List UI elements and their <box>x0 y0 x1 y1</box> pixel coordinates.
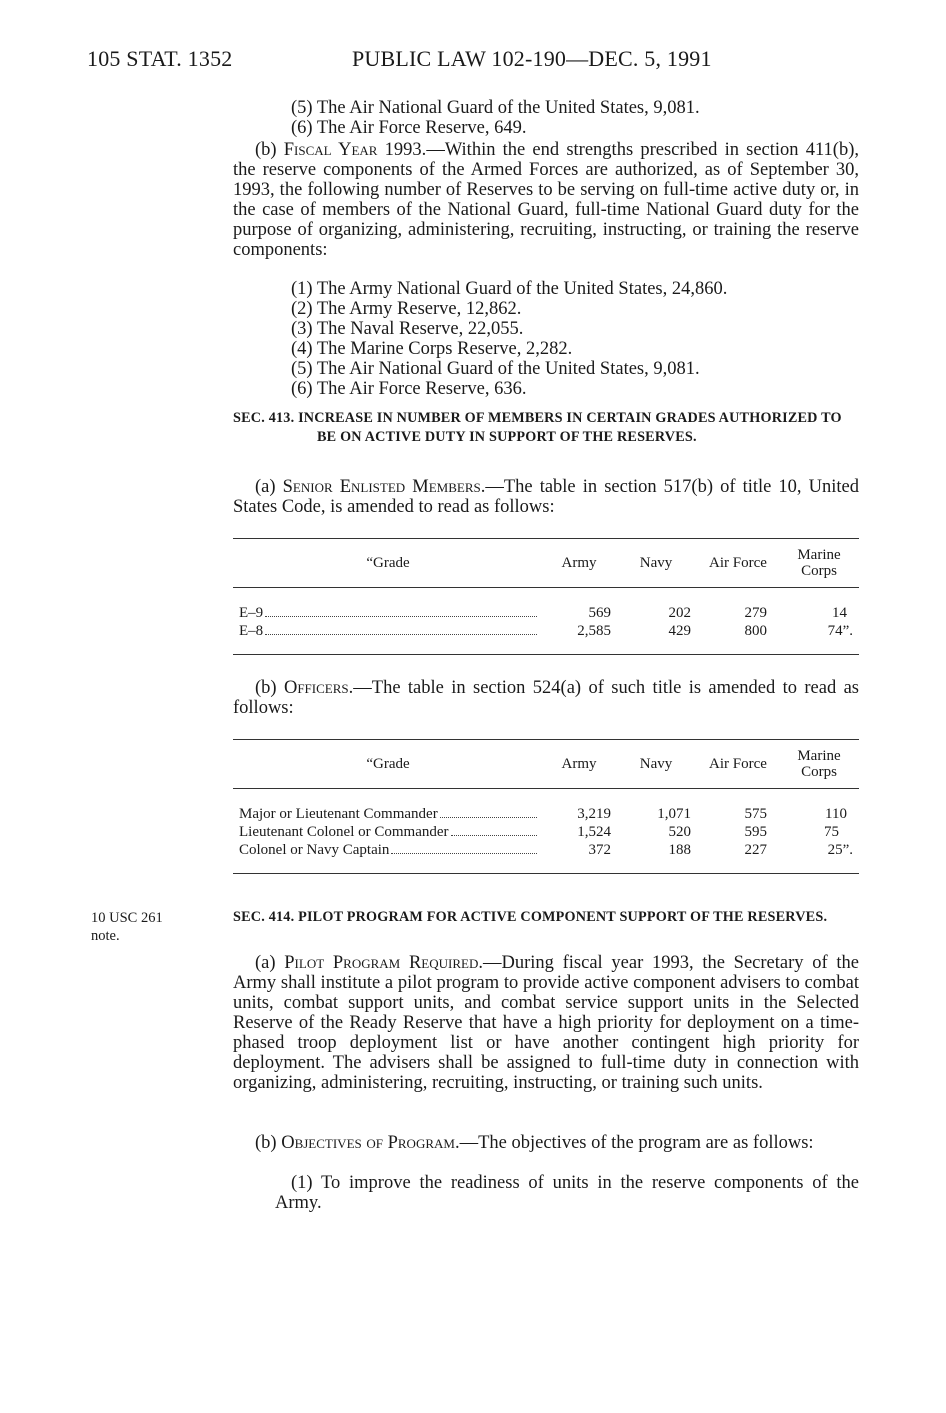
air-force-cell: 595 <box>744 824 767 840</box>
column-header-marine-corps: Marine Corps <box>797 547 841 579</box>
officers-paragraph: (b) Officers.—The table in section 524(a) of such title is amended to read as follows: <box>233 678 859 718</box>
marine-cell: 14 <box>832 605 847 621</box>
army-cell: 372 <box>588 842 611 858</box>
list-item: (4) The Marine Corps Reserve, 2,282. <box>291 339 573 359</box>
senior-enlisted-table <box>233 538 859 655</box>
section-title: PILOT PROGRAM FOR ACTIVE COMPONENT SUPPORT OF THE RESERVES. <box>298 909 828 925</box>
subsection-heading: Fiscal Year <box>283 140 378 160</box>
marine-cell: 25”. <box>827 842 853 858</box>
officers-table <box>233 739 859 874</box>
table-header-row <box>233 539 859 588</box>
list-item: (1) To improve the readiness of units in the reserve components of the Army. <box>275 1173 859 1213</box>
running-header-title: PUBLIC LAW 102-190—DEC. 5, 1991 <box>352 46 712 71</box>
table-header-row <box>233 740 859 789</box>
objectives-paragraph: (b) Objectives of Program.—The objectives of the program are as follows: <box>255 1133 814 1153</box>
statute-page-number: 105 STAT. 1352 <box>87 46 233 71</box>
column-header-air-force: Air Force <box>709 555 767 571</box>
column-header-air-force: Air Force <box>709 756 767 772</box>
subsection-heading: Officers <box>283 678 349 698</box>
army-cell: 2,585 <box>577 623 611 639</box>
marine-cell: 75 <box>824 824 839 840</box>
list-item: (6) The Air Force Reserve, 649. <box>291 118 527 138</box>
table-row <box>233 622 859 655</box>
list-item: (6) The Air Force Reserve, 636. <box>291 379 527 399</box>
table-row <box>233 841 859 874</box>
subsection-heading: Objectives of Program <box>281 1133 455 1153</box>
air-force-cell: 227 <box>744 842 767 858</box>
navy-cell: 429 <box>668 623 691 639</box>
fiscal-a-continuation <box>233 98 859 138</box>
grade-cell: E–9 <box>239 605 264 621</box>
list-item: (1) The Army National Guard of the United States, 24,860. <box>291 279 728 299</box>
table-row <box>233 588 859 623</box>
navy-cell: 1,071 <box>657 806 691 822</box>
navy-cell: 202 <box>668 605 691 621</box>
senior-enlisted-paragraph: (a) Senior Enlisted Members.—The table in section 517(b) of title 10, United States Code, is amended to read as follows: <box>233 477 859 517</box>
air-force-cell: 800 <box>744 623 767 639</box>
air-force-cell: 575 <box>744 806 767 822</box>
subsection-heading: Senior Enlisted Members <box>282 477 481 497</box>
objectives-list <box>233 1173 859 1213</box>
marine-cell: 74”. <box>827 623 853 639</box>
fiscal-b-list <box>233 279 859 399</box>
navy-cell: 188 <box>668 842 691 858</box>
margin-note <box>91 909 163 945</box>
column-header-navy: Navy <box>639 555 673 571</box>
section-number: SEC. 413. <box>233 410 295 426</box>
list-item: (3) The Naval Reserve, 22,055. <box>291 319 524 339</box>
column-header-army: Army <box>561 555 597 571</box>
table-row <box>233 789 859 824</box>
grade-cell: Lieutenant Colonel or Commander <box>239 824 449 840</box>
section-413-heading <box>233 409 859 447</box>
column-header-grade: “Grade <box>366 555 410 571</box>
section-title: INCREASE IN NUMBER OF MEMBERS IN CERTAIN GRADES AUTHORIZED TO BE ON ACTIVE DUTY IN SUPPORT OF THE RESERVES. <box>298 410 842 445</box>
column-header-army: Army <box>561 756 597 772</box>
table-row <box>233 823 859 841</box>
fiscal-year-1993-paragraph: (b) Fiscal Year 1993.—Within the end strengths prescribed in section 411(b), the reserve components of the Armed Forces are authorized, as of September 30, 1993, the following number of Reserves to be serving on full-time active duty or, in the case of members of the National Guard, full-time National Guard duty for the purpose of organizing, administering, recruiting, instructing, or training the reserve components: <box>233 140 859 260</box>
margin-note-suffix: note. <box>91 928 120 944</box>
grade-cell: Colonel or Navy Captain <box>239 842 390 858</box>
navy-cell: 520 <box>668 824 691 840</box>
grade-cell: Major or Lieutenant Commander <box>239 806 438 822</box>
subsection-heading: Pilot Program Required <box>284 953 479 973</box>
column-header-marine-corps: Marine Corps <box>797 748 841 780</box>
margin-note-citation: 10 USC 261 <box>91 910 163 926</box>
air-force-cell: 279 <box>744 605 767 621</box>
army-cell: 3,219 <box>577 806 611 822</box>
marine-cell: 110 <box>825 806 847 822</box>
section-number: SEC. 414. <box>233 909 295 925</box>
list-item: (5) The Air National Guard of the United States, 9,081. <box>291 98 700 118</box>
grade-cell: E–8 <box>239 623 264 639</box>
section-414-heading <box>233 908 859 927</box>
column-header-navy: Navy <box>639 756 673 772</box>
column-header-grade: “Grade <box>366 756 410 772</box>
pilot-program-paragraph: (a) Pilot Program Required.—During fiscal year 1993, the Secretary of the Army shall institute a pilot program to provide active component advisers to combat units, combat support units, and combat service support units in the Selected Reserve of the Ready Reserve that have a high priority for deployment on a time-phased troop deployment list or have another contingent high priority for deployment. The advisers shall be assigned to full-time duty in connection with organizing, administering, recruiting, instructing, or training such units. <box>233 953 859 1093</box>
army-cell: 1,524 <box>577 824 611 840</box>
list-item: (2) The Army Reserve, 12,862. <box>291 299 522 319</box>
army-cell: 569 <box>588 605 611 621</box>
list-item: (5) The Air National Guard of the United States, 9,081. <box>291 359 700 379</box>
